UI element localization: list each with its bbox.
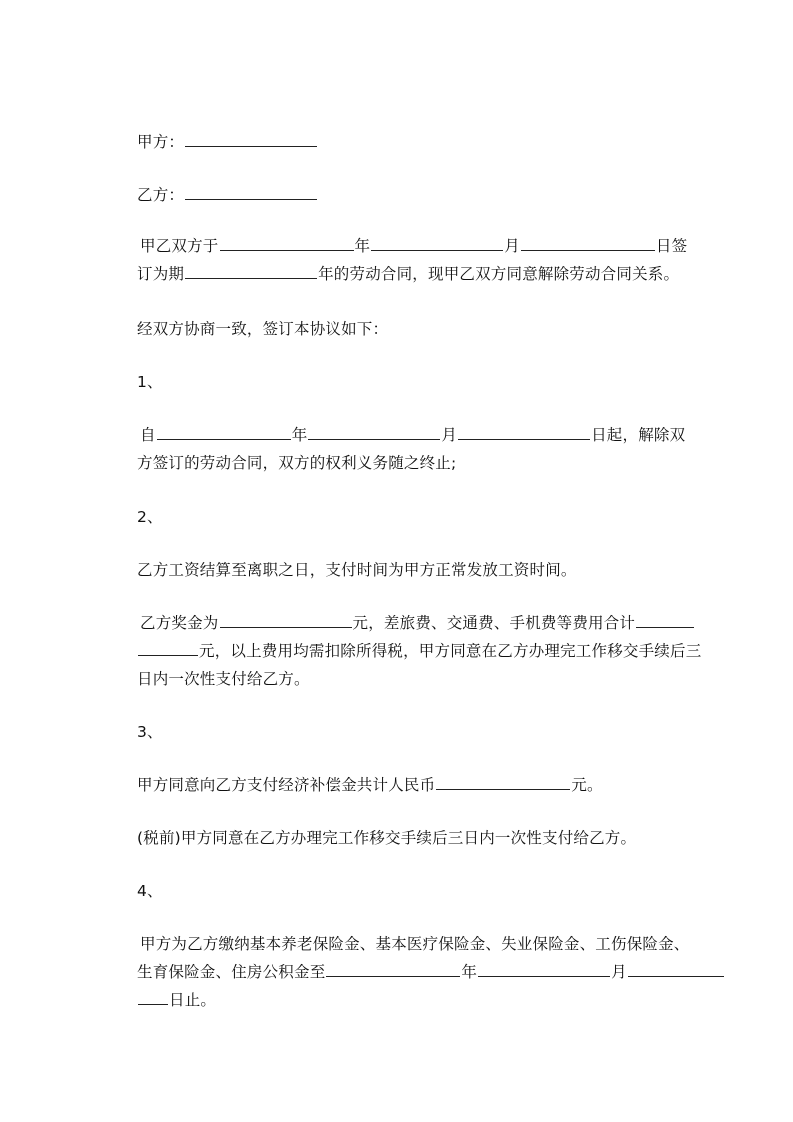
month-blank [308, 425, 440, 440]
insurance-until-line [137, 961, 725, 983]
month-blank [478, 962, 610, 977]
day-blank [521, 236, 655, 251]
party-a-label: 甲方： [137, 133, 185, 151]
text-segment: 甲方同意向乙方支付经济补偿金共计人民币 [137, 776, 436, 794]
text-segment: 日起，解除双 [591, 426, 686, 444]
text-segment: 月 [611, 963, 627, 981]
expenses-blank-start [636, 613, 694, 628]
text-segment: 乙方奖金为 [140, 614, 219, 632]
text-segment: 年的劳动合同，现甲乙双方同意解除劳动合同关系。 [318, 265, 680, 283]
day-blank-end [138, 990, 168, 1005]
text-segment: 元，差旅费、交通费、手机费等费用合计 [352, 614, 636, 632]
text-segment: 自 [140, 426, 156, 444]
text-segment: 月 [504, 237, 520, 255]
clause-number-3: 3、 [137, 723, 163, 741]
clause-number-2: 2、 [137, 508, 163, 526]
party-a-line [137, 131, 318, 153]
contract-date-line [140, 235, 687, 257]
agreement-intro: 经双方协商一致，签订本协议如下： [137, 320, 389, 338]
month-blank [371, 236, 503, 251]
party-b-line [137, 184, 318, 206]
expenses-line [137, 640, 701, 662]
pretax-payment-line: (税前)甲方同意在乙方办理完工作移交手续后三日内一次性支付给乙方。 [137, 829, 637, 847]
party-b-blank [185, 185, 317, 200]
party-a-blank [185, 132, 317, 147]
payment-timing-line: 日内一次性支付给乙方。 [137, 670, 310, 688]
text-segment: 订为期 [137, 265, 185, 283]
year-blank [326, 962, 460, 977]
compensation-line [137, 774, 603, 796]
text-segment: 元，以上费用均需扣除所得税，甲方同意在乙方办理完工作移交手续后三 [199, 642, 702, 660]
term-blank [185, 264, 317, 279]
day-blank-start [628, 962, 724, 977]
text-segment: 年 [291, 426, 308, 444]
termination-effect-line: 方签订的劳动合同，双方的权利义务随之终止; [137, 454, 457, 472]
text-segment: 年 [461, 963, 478, 981]
text-segment: 日止。 [169, 991, 217, 1009]
insurance-line: 甲方为乙方缴纳基本养老保险金、基本医疗保险金、失业保险金、工伤保险金、 [140, 935, 690, 953]
party-b-label: 乙方： [137, 186, 185, 204]
year-blank [157, 425, 291, 440]
bonus-line [140, 612, 695, 634]
insurance-end-line [137, 989, 216, 1011]
expenses-blank-end [138, 641, 198, 656]
compensation-blank [436, 775, 570, 790]
text-segment: 生育保险金、住房公积金至 [137, 963, 326, 981]
text-segment: 月 [441, 426, 458, 444]
salary-settlement-line: 乙方工资结算至离职之日，支付时间为甲方正常发放工资时间。 [137, 561, 577, 579]
bonus-blank [220, 613, 352, 628]
text-segment: 年 [354, 237, 371, 255]
text-segment: 元。 [571, 776, 603, 794]
clause-number-4: 4、 [137, 882, 163, 900]
year-blank [220, 236, 354, 251]
termination-date-line [140, 424, 685, 446]
contract-term-line [137, 263, 679, 285]
day-blank [458, 425, 590, 440]
text-segment: 甲乙双方于 [140, 237, 219, 255]
clause-number-1: 1、 [137, 373, 163, 391]
text-segment: 日签 [655, 237, 688, 255]
